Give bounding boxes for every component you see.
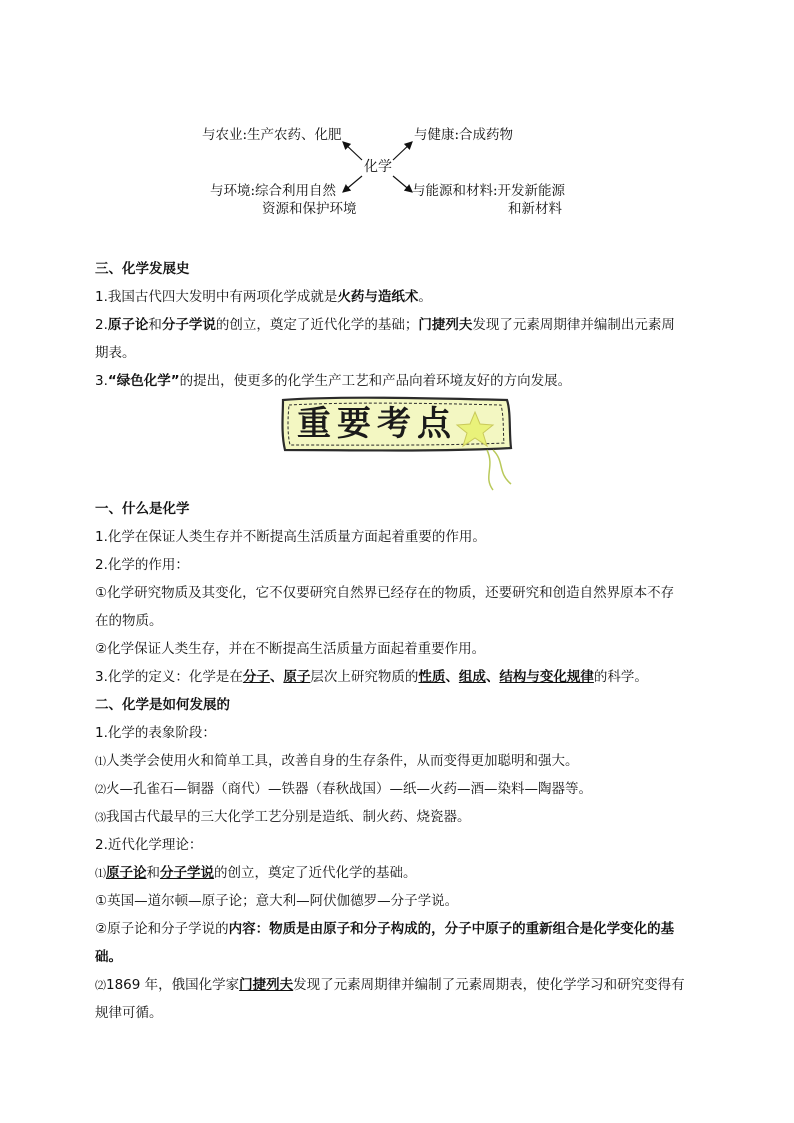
underlined-term: 分子学说 [160,865,214,881]
section-how-chemistry-developed [95,691,705,1027]
text-span: 的提出，使更多的化学生产工艺和产品向着环境友好的方向发展。 [179,373,572,389]
text-span: 1869 年，俄国化学家 [106,977,240,993]
underlined-term: 组成 [458,669,486,685]
text-span: ②原子论和分子学说的 [95,921,229,937]
chemistry-relations-diagram [190,118,610,223]
paragraph: 1.化学在保证人类生存并不断提高生活质量方面起着重要的作用。 [95,529,486,545]
diagram-health: 与健康:合成药物 [414,127,514,143]
text-span: 3. [95,373,108,389]
emphasis: 分子学说 [161,317,216,333]
paragraph: ①英国—道尔顿—原子论；意大利—阿伏伽德罗—分子学说。 [95,893,459,909]
list-marker: ⑵ [95,979,106,992]
paragraph: 1.化学的表象阶段： [95,725,216,741]
list-marker: ⑴ [95,755,106,768]
paragraph [95,311,705,339]
text-span: 。 [418,289,432,305]
text-span: 3.化学的定义：化学是在 [95,669,243,685]
paragraph: ②化学保证人类生存，并在不断提高生活质量方面起着重要作用。 [95,641,486,657]
emphasis: “绿色化学” [107,373,180,389]
paragraph: 2.近代化学理论： [95,837,203,853]
text-span: 火—孔雀石—铜器（商代）—铁器（春秋战国）—纸—火药—酒—染料—陶器等。 [106,781,592,797]
key-points-banner [275,392,525,497]
section-what-is-chemistry [95,495,705,691]
paragraph: 础。 [95,949,122,965]
text-span: 的科学。 [593,669,648,685]
banner-title: 重要考点 [297,404,457,444]
underlined-term: 门捷列夫 [239,977,294,993]
section-heading: 二、化学是如何发展的 [95,697,230,713]
text-span: 1.我国古代四大发明中有两项化学成就是 [95,289,338,305]
arrow-bottom-right [393,176,412,192]
emphasis: 火药与造纸术 [337,289,419,305]
section-heading: 一、什么是化学 [95,501,190,517]
ribbon-icon [487,450,493,490]
text-span: 层次上研究物质的 [310,669,419,685]
diagram-agriculture: 与农业:生产农药、化肥 [202,127,342,143]
text-span: 我国古代最早的三大化学工艺分别是造纸、制火药、烧瓷器。 [106,809,471,825]
text-span: 发现了元素周期律并编制了元素周期表，使化学学习和研究变得有 [293,977,685,993]
arrow-bottom-left [343,176,362,192]
paragraph [95,367,705,395]
emphasis: 、 [269,669,284,685]
paragraph [95,775,705,803]
arrow-top-right [393,142,412,160]
paragraph [95,747,705,775]
section-heading: 三、化学发展史 [95,261,190,277]
arrow-top-left [343,142,362,160]
underlined-term: 原子 [283,669,311,685]
paragraph [95,663,705,691]
text-span: 和 [146,865,160,881]
underlined-term: 结构与变化规律 [499,669,594,685]
paragraph: 期表。 [95,345,136,361]
diagram-energy-2: 和新材料 [508,201,562,217]
underlined-term: 性质 [418,669,446,685]
paragraph: 在的物质。 [95,613,163,629]
text-span: 的创立，奠定了近代化学的基础； [215,317,419,333]
diagram-environment-2: 资源和保护环境 [262,201,357,217]
list-marker: ⑵ [95,783,106,796]
paragraph [95,971,705,999]
paragraph: 2.化学的作用： [95,557,189,573]
list-marker: ⑴ [95,867,106,880]
paragraph [95,283,705,311]
diagram-environment-1: 与环境:综合利用自然 [210,183,337,199]
text-span: 发现了元素周期律并编制出元素周 [472,317,675,333]
diagram-center: 化学 [364,159,392,175]
section-history [95,255,705,395]
emphasis: 原子论 [107,317,149,333]
underlined-term: 原子论 [106,865,147,881]
text-span: 和 [148,317,162,333]
emphasis: 、 [485,669,500,685]
paragraph: 规律可循。 [95,1005,163,1021]
text-span: 人类学会使用火和简单工具，改善自身的生存条件，从而变得更加聪明和强大。 [106,753,579,769]
underlined-term: 分子 [242,669,270,685]
text-span: 2. [95,317,108,333]
text-span: 的创立，奠定了近代化学的基础。 [214,865,417,881]
paragraph [95,859,705,887]
paragraph: ①化学研究物质及其变化，它不仅要研究自然界已经存在的物质，还要研究和创造自然界原本不存 [95,585,675,601]
ribbon-icon [493,450,511,484]
list-marker: ⑶ [95,811,106,824]
paragraph [95,803,705,831]
emphasis: 门捷列夫 [418,317,473,333]
paragraph [95,915,705,943]
emphasis: 内容：物质是由原子和分子构成的，分子中原子的重新组合是化学变化的基 [228,921,675,937]
emphasis: 、 [445,669,459,685]
diagram-energy-1: 与能源和材料:开发新能源 [412,183,566,199]
